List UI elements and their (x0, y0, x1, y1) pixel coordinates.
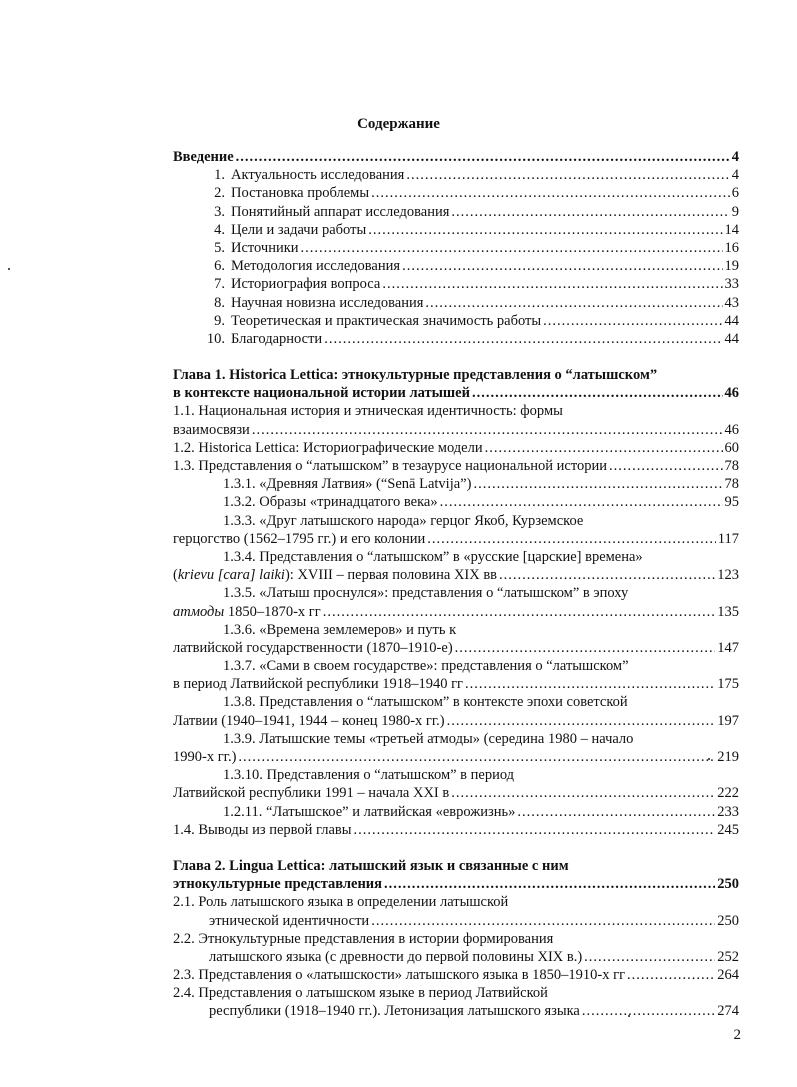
item-number: 9. (214, 312, 225, 329)
toc-entry-intro-1 (173, 166, 739, 184)
chapter-2-subtitle: этнокультурные представления (173, 876, 383, 893)
toc-entry-intro-7 (173, 275, 739, 293)
section-1-3-4: 1.3.4. Представления о “латышском” в «русские [царские] времена» (223, 548, 643, 565)
section-1-4 (173, 821, 739, 839)
dot-leader (382, 275, 722, 293)
item-text: Благодарности (231, 330, 323, 347)
toc-entry-page: 4 (731, 149, 739, 165)
section-2-4: 2.4. Представления о латышском языке в период Латвийской (173, 985, 548, 1002)
dot-leader (517, 803, 715, 821)
dot-leader (609, 457, 722, 475)
section-1-3-7-cont (173, 675, 739, 693)
section-text (173, 566, 497, 584)
item-number: 2. (214, 185, 225, 202)
item-text: Научная новизна исследования (231, 294, 424, 311)
section-text: латвийской государственности (1870–1910-е) (173, 639, 453, 656)
item-number: 10. (206, 330, 225, 347)
dot-leader (451, 784, 715, 802)
dot-leader (252, 421, 723, 439)
section-page: 233 (717, 803, 739, 820)
section-page: 95 (724, 494, 739, 511)
dot-leader (465, 675, 715, 693)
section-1-3-3: 1.3.3. «Друг латышского народа» герцог Якоб, Курземское (223, 512, 584, 529)
dot-leader (584, 948, 715, 966)
toc-entry-label: Введение (173, 149, 234, 165)
section-page: 219 (717, 749, 739, 765)
dot-leader (384, 875, 715, 893)
item-text: Источники (231, 239, 299, 256)
table-of-contents (173, 148, 739, 1021)
section-text: 1.3. Представления о “латышском” в тезаурусе национальной истории (173, 458, 608, 474)
section-page: 78 (724, 458, 739, 474)
item-page: 4 (731, 167, 739, 184)
dot-leader (425, 294, 722, 312)
toc-title: Содержание (357, 116, 440, 132)
item-text: Постановка проблемы (231, 185, 370, 202)
item-page: 44 (724, 312, 739, 329)
dot-leader (582, 1002, 715, 1020)
section-page: 245 (717, 821, 739, 838)
item-text: Понятийный аппарат исследования (231, 203, 450, 220)
section-text: Латвии (1940–1941, 1944 – конец 1980-х гг.) (173, 712, 445, 729)
section-1-1: 1.1. Национальная история и этническая идентичность: формы (173, 403, 563, 420)
chapter-2-title-cont (173, 875, 739, 893)
section-1-3 (173, 457, 739, 475)
section-2-3 (173, 966, 739, 984)
page-number: 2 (733, 1027, 741, 1043)
dot-leader (236, 148, 730, 166)
section-2-1-cont (173, 912, 739, 930)
section-1-3-3-cont (173, 530, 739, 548)
dot-leader (451, 203, 729, 221)
section-text: 1.2.11. “Латышское” и латвийская «еврожизнь» (223, 803, 516, 820)
section-1-3-4-cont (173, 566, 739, 584)
dot-leader (368, 221, 722, 239)
item-page: 19 (724, 258, 739, 275)
chapter-2-title: Глава 2. Lingua Lettica: латышский язык и связанные с ним (173, 857, 569, 874)
toc-entry-intro-4 (173, 221, 739, 239)
toc-entry-intro-5 (173, 239, 739, 257)
section-page: 175 (717, 676, 739, 693)
section-1-3-5: 1.3.5. «Латыш проснулся»: представления о “латышском” в эпоху (223, 585, 629, 602)
section-1-3-10: 1.3.10. Представления о “латышском” в период (223, 767, 515, 784)
section-text: 1.3.1. «Древняя Латвия» (“Senā Latvija”) (223, 476, 472, 493)
section-text: 1.4. Выводы из первой главы (173, 821, 352, 838)
section-text: герцогство (1562–1795 гг.) и его колонии (173, 530, 426, 547)
toc-entry-intro-9 (173, 312, 739, 330)
item-number: 1. (214, 167, 225, 184)
item-text: Теоретическая и практическая значимость работы (231, 312, 542, 329)
scan-speck (628, 1015, 630, 1017)
section-1-3-7: 1.3.7. «Сами в своем государстве»: представления о “латышском” (223, 658, 629, 675)
section-page: 117 (717, 530, 739, 547)
paren-open: ( (173, 567, 178, 584)
section-text: 2.3. Представления о «латышскости» латышского языка в 1850–1910-х гг (173, 967, 626, 984)
toc-entry-intro-8 (173, 294, 739, 312)
dot-leader (402, 257, 722, 275)
section-text: республики (1918–1940 гг.). Летонизация латышского языка (209, 1003, 580, 1020)
section-page: 60 (724, 439, 739, 456)
item-page: 16 (724, 239, 739, 256)
section-text-rest: 1850–1870-х гг (224, 603, 321, 620)
dot-leader (485, 439, 723, 457)
scan-speck (708, 758, 710, 760)
section-page: 252 (717, 948, 739, 965)
dot-leader (371, 912, 715, 930)
section-1-2 (173, 439, 739, 457)
section-page: 135 (717, 603, 739, 620)
italic-term: krievu [cara] laiki (177, 567, 285, 584)
section-2-2-cont (173, 948, 739, 966)
toc-entry-intro-2 (173, 184, 739, 202)
dot-leader (627, 966, 715, 984)
dot-leader (440, 493, 723, 511)
italic-term: атмоды (173, 603, 225, 620)
dot-leader (455, 639, 716, 657)
section-text: латышского языка (с древности до первой половины XIX в.) (209, 948, 583, 965)
section-1-3-10-cont (173, 784, 739, 802)
item-page: 44 (724, 330, 739, 347)
chapter-1-title-cont (173, 384, 739, 402)
section-page: 250 (717, 912, 739, 929)
dot-leader (371, 184, 730, 202)
section-1-2-11 (173, 803, 739, 821)
section-2-4-cont (173, 1002, 739, 1020)
section-page: 222 (717, 785, 739, 802)
chapter-1-page: 46 (724, 385, 739, 402)
section-text: взаимосвязи (173, 421, 250, 438)
section-1-3-8-cont (173, 712, 739, 730)
scan-speck (8, 268, 10, 270)
dot-leader (427, 530, 716, 548)
dot-leader (499, 566, 715, 584)
dot-leader (354, 821, 716, 839)
toc-entry-intro (173, 148, 739, 166)
section-text (173, 603, 321, 621)
section-text: этнической идентичности (209, 912, 370, 929)
dot-leader (473, 475, 722, 493)
section-1-3-9-cont (173, 748, 739, 766)
chapter-1-title: Глава 1. Historica Lettica: этнокультурные представления о “латышском” (173, 367, 658, 384)
section-text: 1.2. Historica Lettica: Историографические модели (173, 439, 483, 456)
section-2-1: 2.1. Роль латышского языка в определении латышской (173, 894, 509, 911)
item-number: 8. (214, 294, 225, 311)
item-page: 6 (731, 185, 739, 202)
toc-entry-intro-6 (173, 257, 739, 275)
section-1-1-cont (173, 421, 739, 439)
section-1-3-2 (173, 493, 739, 511)
section-page: 197 (717, 712, 739, 729)
section-text-rest: ): XVIII – первая половина XIX вв (284, 567, 498, 584)
item-number: 4. (214, 221, 225, 238)
item-text: Цели и задачи работы (231, 221, 367, 238)
toc-entry-intro-3 (173, 203, 739, 221)
dot-leader (472, 384, 723, 402)
item-text: Методология исследования (231, 258, 401, 275)
section-1-3-6-cont (173, 639, 739, 657)
section-1-3-5-cont (173, 603, 739, 621)
dot-leader (447, 712, 716, 730)
chapter-1-subtitle: в контексте национальной истории латышей (173, 385, 470, 402)
section-text: 1.3.2. Образы «тринадцатого века» (223, 494, 438, 511)
section-page: 147 (717, 639, 739, 656)
section-2-2: 2.2. Этнокультурные представления в истории формирования (173, 930, 554, 947)
item-number: 7. (214, 276, 225, 293)
dot-leader (406, 166, 729, 184)
item-number: 6. (214, 258, 225, 275)
item-number: 5. (214, 239, 225, 256)
section-page: 46 (724, 421, 739, 438)
dot-leader (543, 312, 722, 330)
section-1-3-6: 1.3.6. «Времена землемеров» и путь к (223, 621, 457, 638)
item-page: 14 (724, 221, 739, 238)
dot-leader (323, 603, 716, 621)
item-text: Историография вопроса (231, 276, 381, 293)
toc-entry-intro-10 (173, 330, 739, 348)
section-page: 264 (717, 967, 739, 984)
item-page: 33 (724, 276, 739, 293)
item-page: 43 (724, 294, 739, 311)
dot-leader (238, 748, 715, 766)
section-page: 274 (717, 1003, 739, 1020)
section-page: 123 (717, 567, 739, 584)
chapter-2-page: 250 (717, 876, 739, 893)
dot-leader (301, 239, 723, 257)
item-number: 3. (214, 203, 225, 220)
section-text: 1990-х гг.) (173, 749, 237, 765)
section-1-3-9: 1.3.9. Латышские темы «третьей атмоды» (середина 1980 – начало (223, 730, 634, 747)
section-1-3-8: 1.3.8. Представления о “латышском” в контексте эпохи советской (223, 694, 628, 711)
item-text: Актуальность исследования (231, 167, 405, 184)
section-page: 78 (724, 476, 739, 493)
dot-leader (324, 330, 722, 348)
item-page: 9 (731, 203, 739, 220)
section-text: в период Латвийской республики 1918–1940 гг (173, 676, 463, 693)
section-text: Латвийской республики 1991 – начала XXI в (173, 785, 450, 802)
section-1-3-1 (173, 475, 739, 493)
